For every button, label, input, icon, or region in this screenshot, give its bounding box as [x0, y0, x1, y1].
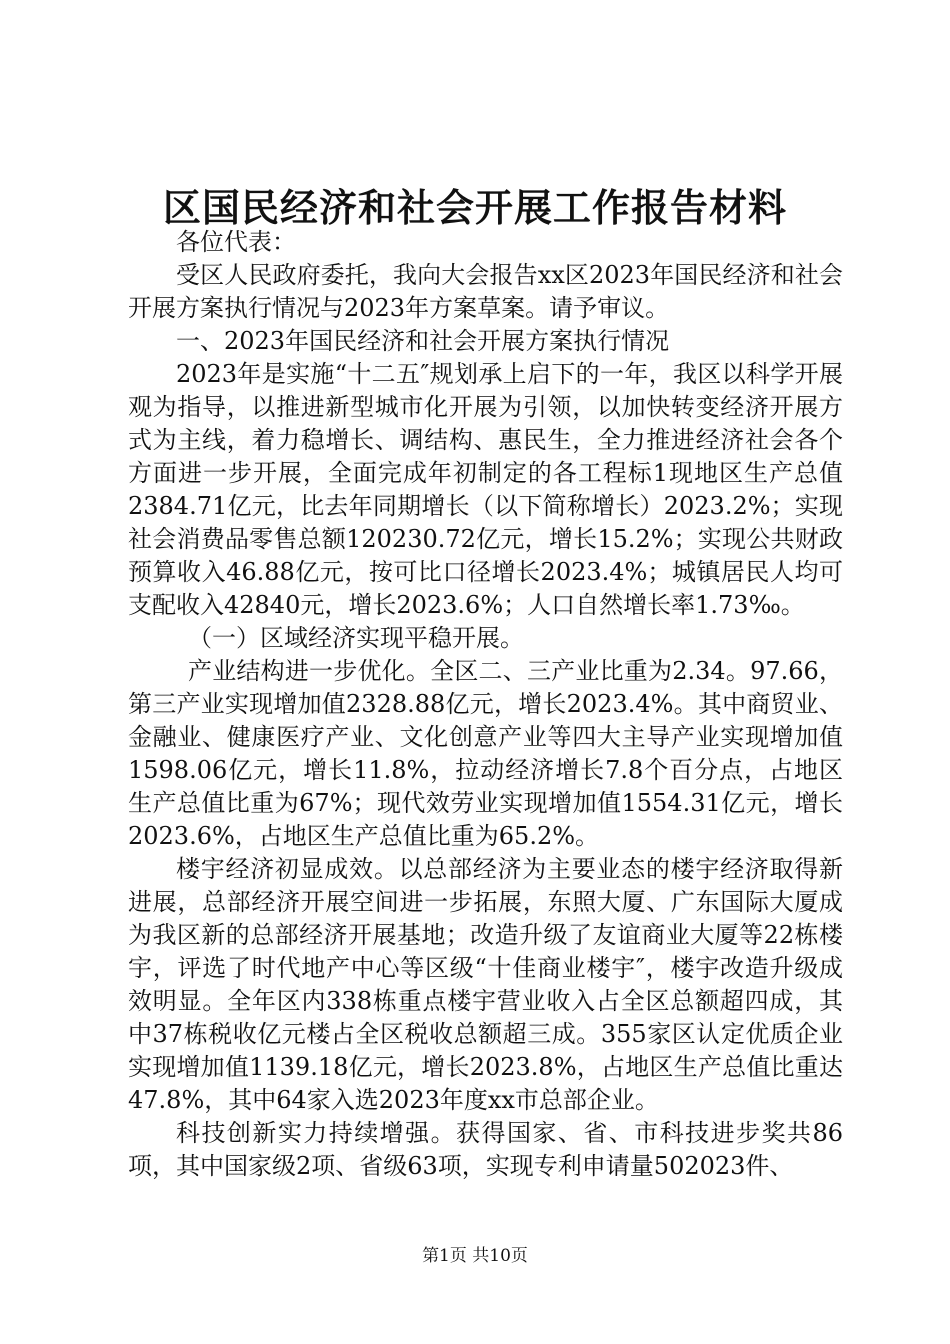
salutation-paragraph: 各位代表： [176, 228, 296, 256]
industry-paragraph: 产业结构进一步优化。全区二、三产业比重为2.34。97.66，第三产业实现增加值2328.88亿元，增长2023.4%。其中商贸业、金融业、健康医疗产业、文化创意产业等四大主导产业实现增加值1598.06亿元，增长11.8%，拉动经济增长7.8个百分点，占地区生产总值比重为67%；现代效劳业实现增加值1554.31亿元，增长2023.6%，占地区生产总值比重为65.2%。 [128, 657, 843, 850]
page-number-footer: 第1页 共10页 [422, 1246, 528, 1266]
overview-paragraph: 2023年是实施“十二五″规划承上启下的一年，我区以科学开展观为指导，以推进新型城市化开展为引领，以加快转变经济开展方式为主线，着力稳增长、调结构、惠民生，全力推进经济社会各个方面进一步开展，全面完成年初制定的各工程标1现地区生产总值2384.71亿元，比去年同期增长（以下简称增长）2023.2%；实现社会消费品零售总额120230.72亿元，增长15.2%；实现公共财政预算收入46.88亿元，按可比口径增长2023.4%；城镇居民人均可支配收入42840元，增长2023.6%；人口自然增长率1.73‰。 [128, 360, 843, 619]
section-heading: 一、2023年国民经济和社会开展方案执行情况 [176, 327, 670, 355]
document-body [128, 226, 843, 1183]
document-title: 区国民经济和社会开展工作报告材料 [162, 185, 787, 230]
technology-paragraph: 科技创新实力持续增强。获得国家、省、市科技进步奖共86项，其中国家级2项、省级63项，实现专利申请量502023件、 [128, 1119, 843, 1180]
subsection-heading: （一）区域经济实现平稳开展。 [188, 624, 524, 652]
intro-paragraph: 受区人民政府委托，我向大会报告xx区2023年国民经济和社会开展方案执行情况与2023年方案草案。请予审议。 [128, 261, 843, 322]
building-economy-paragraph: 楼宇经济初显成效。以总部经济为主要业态的楼宇经济取得新进展，总部经济开展空间进一步拓展，东照大厦、广东国际大厦成为我区新的总部经济开展基地；改造升级了友谊商业大厦等22栋楼宇，评选了时代地产中心等区级“十佳商业楼宇″，楼宇改造升级成效明显。全年区内338栋重点楼宇营业收入占全区总额超四成，其中37栋税收亿元楼占全区税收总额超三成。355家区认定优质企业实现增加值1139.18亿元，增长2023.8%，占地区生产总值比重达47.8%，其中64家入选2023年度xx市总部企业。 [128, 855, 843, 1114]
